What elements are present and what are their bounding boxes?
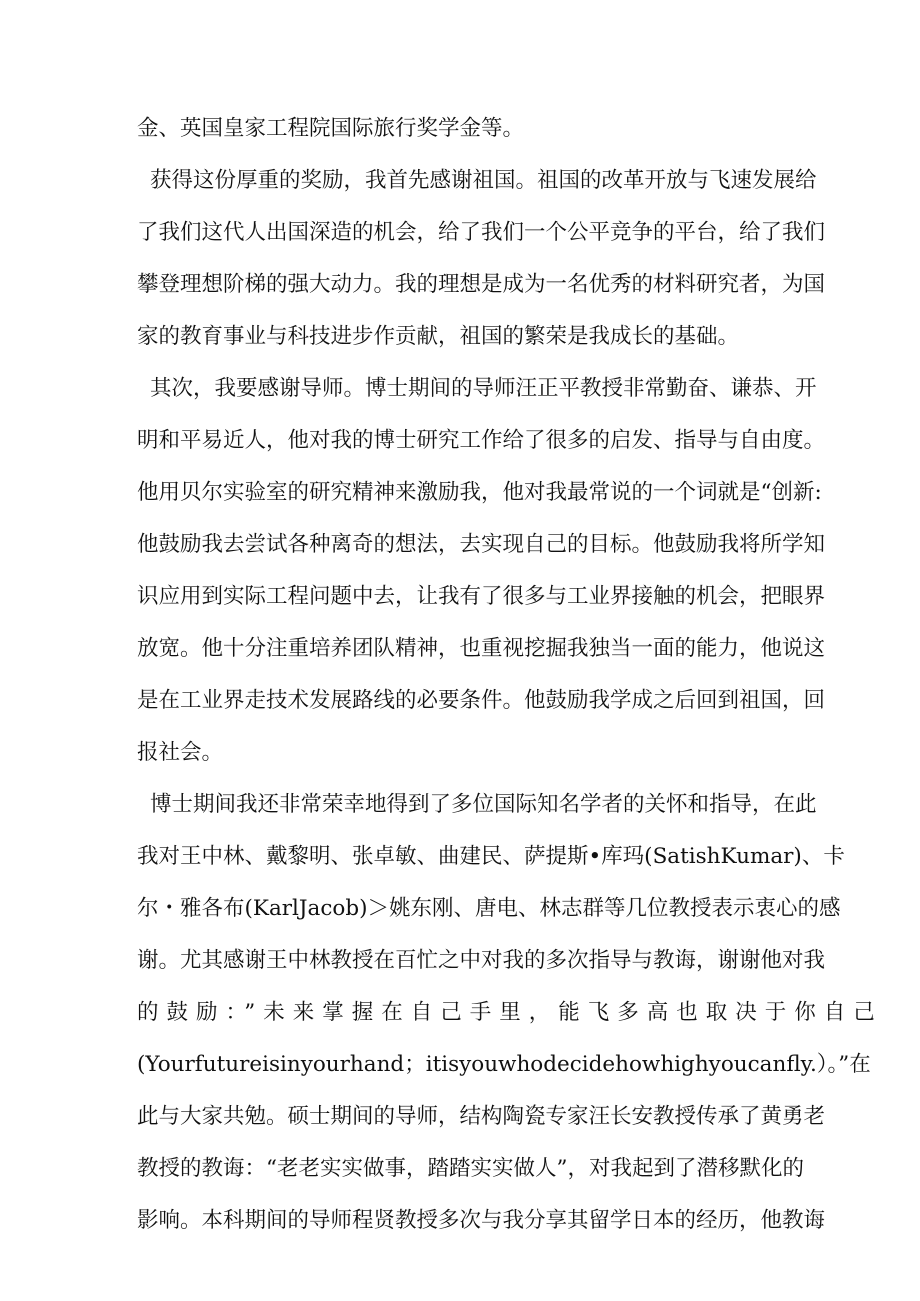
text-line: 我对王中林、戴黎明、张卓敏、曲建民、萨提斯•库玛(SatishKumar)、卡: [137, 844, 845, 869]
text-line: 放宽。他十分注重培养团队精神，也重视挖掘我独当一面的能力，他说这: [137, 636, 826, 661]
paragraph-start-line: 其次，我要感谢导师。博士期间的导师汪正平教授非常勤奋、谦恭、开: [150, 376, 817, 401]
text-line: 他鼓励我去尝试各种离奇的想法，去实现自己的目标。他鼓励我将所学知: [137, 532, 826, 557]
text-line: 他用贝尔实验室的研究精神来激励我，他对我最常说的一个词就是“创新:: [137, 480, 822, 505]
text-line: 谢。尤其感谢王中林教授在百忙之中对我的多次指导与教诲，谢谢他对我: [137, 948, 826, 973]
text-line: 金、英国皇家工程院国际旅行奖学金等。: [137, 116, 525, 141]
text-line: 报社会。: [137, 740, 224, 765]
text-line: 教授的教诲：“老老实实做事，踏踏实实做人”，对我起到了潜移默化的: [137, 1156, 804, 1181]
text-line: 此与大家共勉。硕士期间的导师，结构陶瓷专家汪长安教授传承了黄勇老: [137, 1104, 826, 1129]
text-line: 影响。本科期间的导师程贤教授多次与我分享其留学日本的经历，他教诲: [137, 1208, 826, 1233]
text-line: 了我们这代人出国深造的机会，给了我们一个公平竞争的平台，给了我们: [137, 220, 826, 245]
paragraph-start-line: 获得这份厚重的奖励，我首先感谢祖国。祖国的改革开放与飞速发展给: [150, 168, 817, 193]
text-line: 攀登理想阶梯的强大动力。我的理想是成为一名优秀的材料研究者，为国: [137, 272, 826, 297]
text-line: 是在工业界走技术发展路线的必要条件。他鼓励我学成之后回到祖国，回: [137, 688, 826, 713]
text-line: 的鼓励：”未来掌握在自己手里，能飞多高也取决于你自己: [137, 1000, 883, 1025]
paragraph-start-line: 博士期间我还非常荣幸地得到了多位国际知名学者的关怀和指导，在此: [150, 792, 817, 817]
document-body: [137, 103, 883, 1247]
text-line: 识应用到实际工程问题中去，让我有了很多与工业界接触的机会，把眼界: [137, 584, 826, 609]
text-line: (Yourfutureisinyourhand；itisyouwhodecidehowhighyoucanfly.）。”在: [137, 1052, 871, 1077]
text-line: 明和平易近人，他对我的博士研究工作给了很多的启发、指导与自由度。: [137, 428, 826, 453]
text-line: 尔・雅各布(KarlJacob)＞姚东刚、唐电、林志群等几位教授表示衷心的感: [137, 896, 841, 921]
text-line: 家的教育事业与科技进步作贡献，祖国的繁荣是我成长的基础。: [137, 324, 740, 349]
